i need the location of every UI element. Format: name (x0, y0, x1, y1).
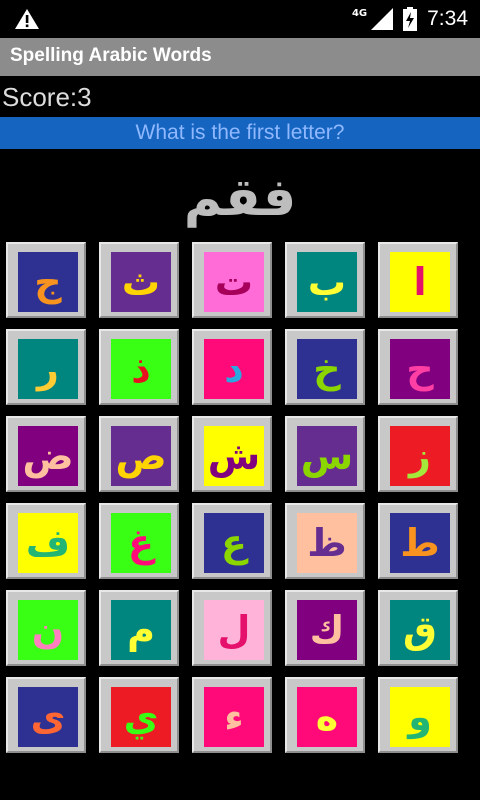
letter-tile-glyph: ه (297, 687, 357, 747)
letter-tile-glyph: س (297, 426, 357, 486)
letter-tile-glyph: ف (18, 513, 78, 573)
letter-tile[interactable] (192, 590, 272, 666)
letter-tile-glyph: غ (111, 513, 171, 573)
letter-tile[interactable] (6, 416, 86, 492)
warning-icon[interactable] (14, 8, 40, 30)
battery-charging-icon (403, 7, 417, 31)
letter-tile[interactable] (378, 503, 458, 579)
signal-icon (371, 8, 393, 30)
letter-tile[interactable] (192, 242, 272, 318)
letter-tile-glyph: ا (390, 252, 450, 312)
letter-tile-glyph: ح (390, 339, 450, 399)
letter-tile[interactable] (99, 329, 179, 405)
letter-tile[interactable] (285, 503, 365, 579)
letter-tile-glyph: و (390, 687, 450, 747)
letter-tile-glyph: ظ (297, 513, 357, 573)
letter-tile[interactable] (192, 677, 272, 753)
letter-tile[interactable] (6, 677, 86, 753)
letter-tile-glyph: ض (18, 426, 78, 486)
letter-tile-glyph: م (111, 600, 171, 660)
letter-tile[interactable] (6, 503, 86, 579)
letter-tile[interactable] (6, 242, 86, 318)
letter-tile[interactable] (285, 590, 365, 666)
letter-tile-glyph: ق (390, 600, 450, 660)
letter-tile-glyph: ط (390, 513, 450, 573)
target-word: فقم (183, 168, 297, 228)
letter-tile-glyph: خ (297, 339, 357, 399)
letter-tile-glyph: ع (204, 513, 264, 573)
action-bar (0, 38, 480, 76)
letter-tile[interactable] (285, 329, 365, 405)
letter-tile[interactable] (285, 677, 365, 753)
letter-tile-glyph: ب (297, 252, 357, 312)
letter-tile-glyph: ج (18, 252, 78, 312)
letter-tile[interactable] (99, 242, 179, 318)
letter-tile[interactable] (192, 329, 272, 405)
letter-tile-glyph: ص (111, 426, 171, 486)
question-banner: What is the first letter? (0, 117, 480, 149)
status-bar (0, 0, 480, 38)
letter-tile[interactable] (378, 677, 458, 753)
letter-tile-glyph: د (204, 339, 264, 399)
letter-tile-glyph: ز (390, 426, 450, 486)
letter-tile[interactable] (378, 242, 458, 318)
letter-tile-glyph: ت (204, 252, 264, 312)
letter-tile[interactable] (192, 503, 272, 579)
letter-tile-glyph: ث (111, 252, 171, 312)
status-right (352, 4, 468, 34)
letter-tile-glyph: ء (204, 687, 264, 747)
letter-tile-glyph: ي (111, 687, 171, 747)
letter-tile[interactable] (6, 329, 86, 405)
letter-tile-glyph: ل (204, 600, 264, 660)
score-label: Score:3 (2, 82, 92, 112)
letter-tile-glyph: ى (18, 687, 78, 747)
network-type-label: 4G (351, 8, 368, 19)
clock: 7:34 (427, 7, 468, 30)
letter-tile-glyph: ن (18, 600, 78, 660)
letter-tile[interactable] (285, 416, 365, 492)
letter-tile[interactable] (378, 590, 458, 666)
letter-tile[interactable] (378, 329, 458, 405)
letter-tile[interactable] (6, 590, 86, 666)
letter-tile-glyph: ذ (111, 339, 171, 399)
letter-tile[interactable] (99, 503, 179, 579)
letter-tile[interactable] (378, 416, 458, 492)
letter-tile[interactable] (285, 242, 365, 318)
letter-tile[interactable] (99, 677, 179, 753)
app-title: Spelling Arabic Words (10, 45, 212, 66)
letter-tile-glyph: ش (204, 426, 264, 486)
letter-tile-glyph: ك (297, 600, 357, 660)
letter-tile[interactable] (99, 416, 179, 492)
letter-tile[interactable] (192, 416, 272, 492)
letter-tile[interactable] (99, 590, 179, 666)
letter-tile-glyph: ر (18, 339, 78, 399)
